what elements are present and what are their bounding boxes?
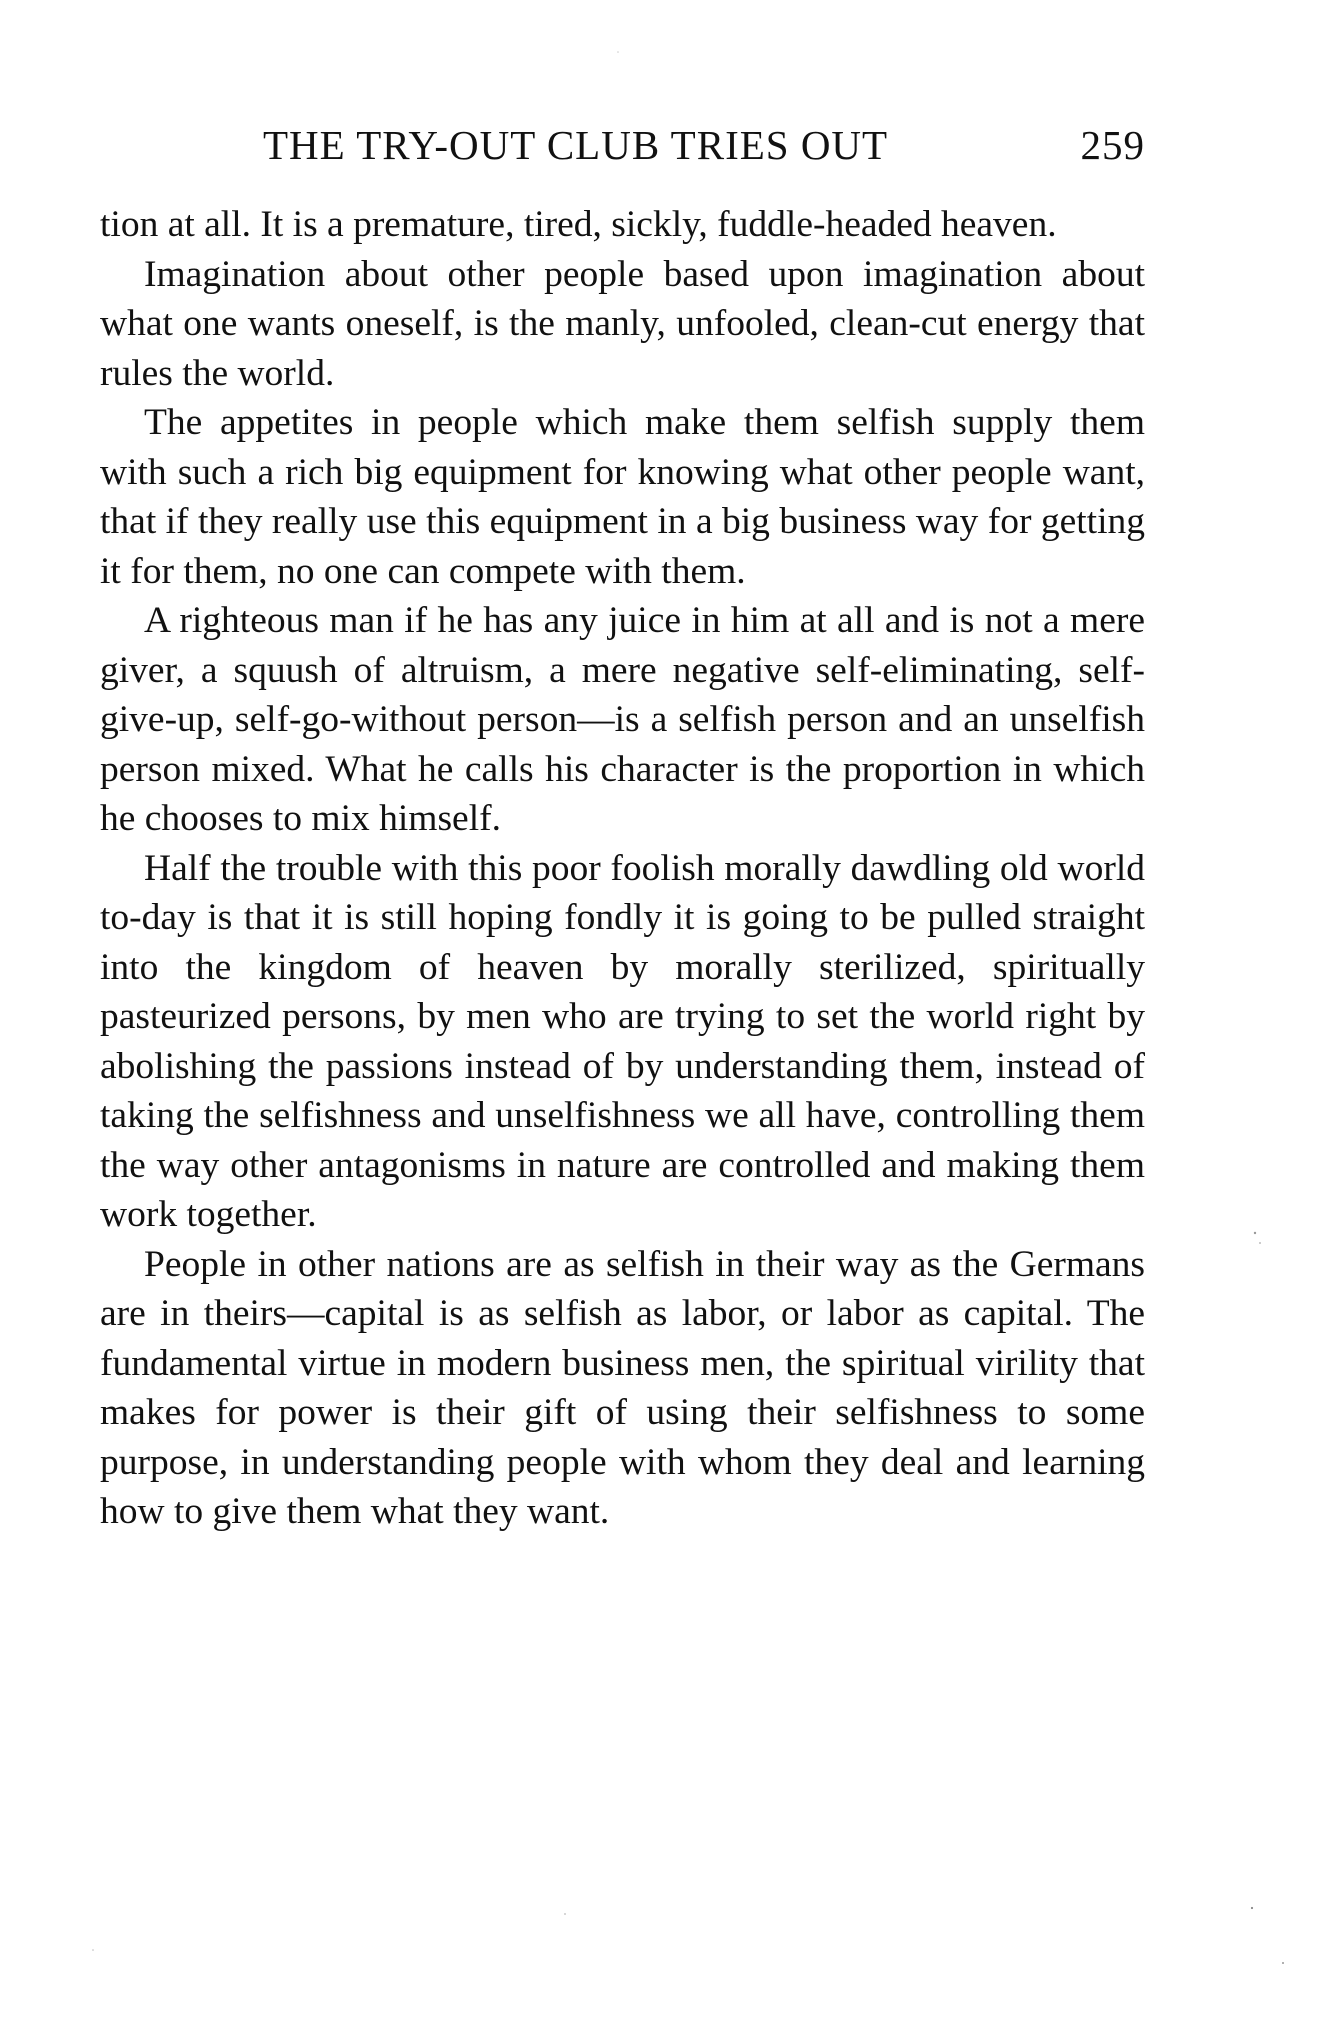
running-title: THE TRY-OUT CLUB TRIES OUT <box>263 122 889 168</box>
paragraph: The appetites in people which make them selfish supply them with such a rich big equipment for knowing what other people want, that if they really use this equipment in a big business way for getting it for them, no one can compete with them. <box>100 402 1145 592</box>
page-header <box>100 120 1145 170</box>
paragraph: Imagination about other people based upon imagination about what one wants oneself, is the manly, unfooled, clean-cut energy that rules the world. <box>100 253 1145 394</box>
paragraph: People in other nations are as selfish in their way as the Germans are in theirs—capital is as selfish as labor, or labor as capital. The fundamental virtue in modern business men, the spiritual virility that makes for power is their gift of using their selfishness to some purpose, in understanding people with whom they deal and learning how to give them what they want. <box>100 1243 1145 1532</box>
body-text <box>100 200 1145 1537</box>
page-number: 259 <box>1080 122 1145 168</box>
paragraph: tion at all. It is a premature, tired, sickly, fuddle-headed heaven. <box>100 204 1057 245</box>
paragraph: A righteous man if he has any juice in him at all and is not a mere giver, a squush of altruism, a mere negative self-eliminating, self-give-up, self-go-without person—is a selfish person and an unselfish person mixed. What he calls his character is the proportion in which he chooses to mix himself. <box>100 600 1145 839</box>
paragraph: Half the trouble with this poor foolish morally dawdling old world to-day is that it is still hoping fondly it is going to be pulled straight into the kingdom of heaven by morally sterilized, spiritually pasteurized persons, by men who are trying to set the world right by abolishing the passions instead of by understanding them, instead of taking the selfishness and unselfishness we all have, controlling them the way other antagonisms in nature are controlled and making them work together. <box>100 847 1145 1235</box>
